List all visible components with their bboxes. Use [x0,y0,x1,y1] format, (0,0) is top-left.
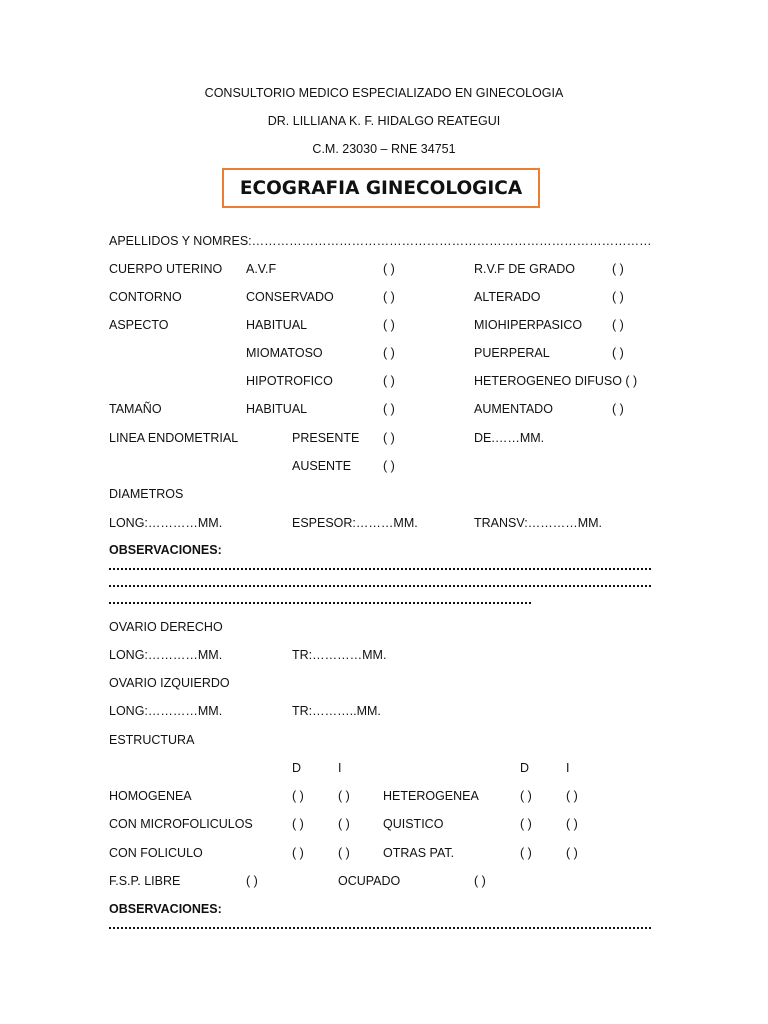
fsp-libre-checkbox: ( ) [246,874,258,888]
aumentado-label: AUMENTADO [474,402,553,416]
microfoliculos-d-checkbox: ( ) [292,817,304,831]
aumentado-checkbox: ( ) [612,402,624,416]
habitual-checkbox: ( ) [383,318,395,332]
ovario-derecho-tr: TR:…………MM. [292,648,387,662]
quistico-d-checkbox: ( ) [520,817,532,831]
observaciones-line [109,585,651,587]
avf-label: A.V.F [246,262,277,276]
quistico-i-checkbox: ( ) [566,817,578,831]
rvf-label: R.V.F DE GRADO [474,262,575,276]
ovario-izquierdo-label: OVARIO IZQUIERDO [109,676,230,690]
alterado-checkbox: ( ) [612,290,624,304]
conservado-label: CONSERVADO [246,290,334,304]
cuerpo-uterino-label: CUERPO UTERINO [109,262,223,276]
miohiperpasico-label: MIOHIPERPASICO [474,318,583,332]
hipotrofico-label: HIPOTROFICO [246,374,333,388]
puerperal-checkbox: ( ) [612,346,624,360]
foliculo-i-checkbox: ( ) [338,846,350,860]
homogenea-i-checkbox: ( ) [338,789,350,803]
heterogenea-d-checkbox: ( ) [520,789,532,803]
foliculo-label: CON FOLICULO [109,846,203,860]
ovario-izquierdo-long: LONG:…………MM. [109,704,223,718]
microfoliculos-label: CON MICROFOLICULOS [109,817,253,831]
column-i-left: I [338,761,342,775]
column-d-right: D [520,761,530,775]
quistico-label: QUISTICO [383,817,444,831]
rvf-checkbox: ( ) [612,262,624,276]
fsp-libre-label: F.S.P. LIBRE [109,874,181,888]
miomatoso-label: MIOMATOSO [246,346,323,360]
habitual-label: HABITUAL [246,318,308,332]
tamano-habitual-checkbox: ( ) [383,402,395,416]
homogenea-label: HOMOGENEA [109,789,192,803]
observaciones-line [109,568,651,570]
heterogeneo-difuso-label: HETEROGENEO DIFUSO ( ) [474,374,638,388]
heterogenea-label: HETEROGENEA [383,789,479,803]
otras-pat-label: OTRAS PAT. [383,846,455,860]
column-i-right: I [566,761,570,775]
ovario-derecho-label: OVARIO DERECHO [109,620,223,634]
linea-endometrial-label: LINEA ENDOMETRIAL [109,431,239,445]
estructura-label: ESTRUCTURA [109,733,195,747]
patient-name-field: APELLIDOS Y NOMRES:…………………………………………………………………………………… [109,234,652,248]
foliculo-d-checkbox: ( ) [292,846,304,860]
tamano-habitual-label: HABITUAL [246,402,308,416]
alterado-label: ALTERADO [474,290,541,304]
avf-checkbox: ( ) [383,262,395,276]
presente-checkbox: ( ) [383,431,395,445]
contorno-label: CONTORNO [109,290,182,304]
report-title-box [222,168,540,208]
homogenea-d-checkbox: ( ) [292,789,304,803]
ocupado-label: OCUPADO [338,874,401,888]
report-title: ECOGRAFIA GINECOLOGICA [239,177,523,199]
ausente-checkbox: ( ) [383,459,395,473]
conservado-checkbox: ( ) [383,290,395,304]
microfoliculos-i-checkbox: ( ) [338,817,350,831]
otras-pat-d-checkbox: ( ) [520,846,532,860]
observaciones-line [109,927,651,929]
ovario-derecho-long: LONG:…………MM. [109,648,223,662]
observaciones-line [109,602,531,604]
endometrial-mm-field: DE.……MM. [474,431,545,445]
doctor-name: DR. LILLIANA K. F. HIDALGO REATEGUI [267,114,501,128]
observaciones-label-1: OBSERVACIONES: [109,543,222,557]
aspecto-label: ASPECTO [109,318,169,332]
hipotrofico-checkbox: ( ) [383,374,395,388]
clinic-name: CONSULTORIO MEDICO ESPECIALIZADO EN GINECOLOGIA [204,86,564,100]
ocupado-checkbox: ( ) [474,874,486,888]
registry-number: C.M. 23030 – RNE 34751 [312,142,456,156]
transv-field: TRANSV:…………MM. [474,516,603,530]
long-field: LONG:…………MM. [109,516,223,530]
ovario-izquierdo-tr: TR:………..MM. [292,704,381,718]
column-d-left: D [292,761,302,775]
diametros-label: DIAMETROS [109,487,184,501]
otras-pat-i-checkbox: ( ) [566,846,578,860]
miomatoso-checkbox: ( ) [383,346,395,360]
presente-label: PRESENTE [292,431,360,445]
puerperal-label: PUERPERAL [474,346,550,360]
miohiperpasico-checkbox: ( ) [612,318,624,332]
heterogenea-i-checkbox: ( ) [566,789,578,803]
observaciones-label-2: OBSERVACIONES: [109,902,222,916]
espesor-field: ESPESOR:………MM. [292,516,418,530]
tamano-label: TAMAÑO [109,402,162,416]
ausente-label: AUSENTE [292,459,352,473]
